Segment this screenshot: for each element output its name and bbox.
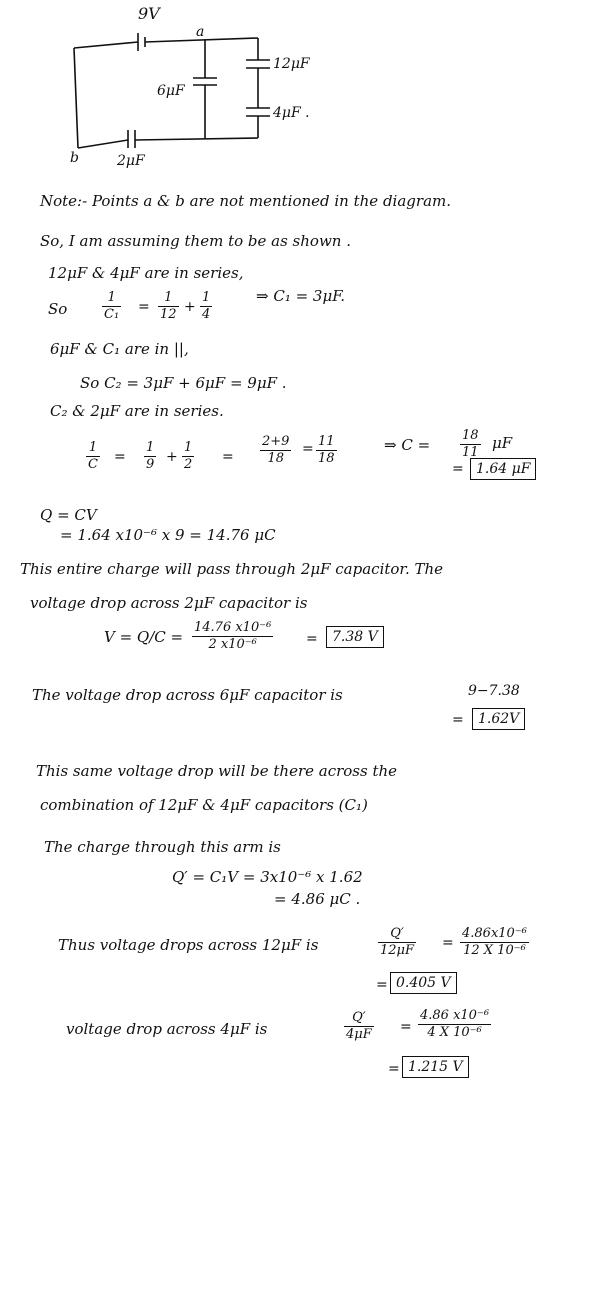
step3-frac-9: $\frac{1}{9}$ [146, 440, 155, 472]
step3-result-fraction: $\frac{11}{18}$ [318, 434, 335, 466]
equals-sign: = [388, 1061, 400, 1077]
step2-eq: So C₂ = 3μF + 6μF = 9μF . [80, 374, 287, 392]
plus-sign: + [166, 449, 178, 465]
c12-label: 12μF [273, 56, 310, 72]
step3-sum-fraction: $\frac{2+9}{18}$ [262, 434, 290, 466]
voltage6-text: The voltage drop across 6μF capacitor is [32, 686, 343, 704]
combination-line-1: This same voltage drop will be there across the [36, 762, 398, 780]
voltage12-text: Thus voltage drops across 12μF is [58, 936, 319, 954]
c6-label: 6μF [157, 83, 185, 99]
step1-result: ⇒ C₁ = 3μF. [256, 287, 346, 305]
circuit-diagram [0, 0, 612, 200]
note-line-2: So, I am assuming them to be as shown . [40, 232, 351, 250]
voltage12-q-fraction: $\frac{Q'}{12\mu F}$ [380, 926, 415, 958]
battery-label: 9V [138, 4, 160, 23]
equals-sign: = [222, 449, 234, 465]
step1-text: 12μF & 4μF are in series, [48, 264, 244, 282]
arm-charge-line-3: = 4.86 μC . [274, 890, 361, 908]
combination-line-2: combination of 12μF & 4μF capacitors (C₁) [40, 796, 368, 814]
step3-frac-2: $\frac{1}{2}$ [184, 440, 193, 472]
answer-box-voltage-12uf: 0.405 V [390, 972, 457, 994]
arm-charge-line-1: The charge through this arm is [44, 838, 281, 856]
step3-c-unit: μF [492, 434, 513, 452]
c2-label: 2μF [117, 153, 145, 169]
charge-line-2: = 1.64 x10⁻⁶ x 9 = 14.76 μC [60, 526, 276, 544]
answer-box-voltage-6uf: 1.62V [472, 708, 525, 730]
voltage2-lhs: V = Q/C = [104, 628, 184, 646]
voltage4-q-fraction: $\frac{Q'}{4\mu F}$ [346, 1010, 372, 1042]
c4-label: 4μF . [273, 105, 310, 121]
answer-box-voltage-4uf: 1.215 V [402, 1056, 469, 1078]
equals-sign: = [306, 631, 318, 647]
voltage4-value-fraction: $\frac{\text{4.86 x10⁻⁶}}{\text{4 X 10⁻⁶}}$ [420, 1008, 490, 1040]
equals-sign: = [114, 449, 126, 465]
point-a-label: a [196, 24, 205, 40]
step3-c-fraction: $\frac{18}{11}$ [462, 428, 479, 460]
equals-sign: = [302, 441, 314, 457]
step1-frac-12: $\frac{1}{12}$ [160, 290, 177, 322]
plus-sign: + [184, 299, 196, 315]
note-line-1: Note:- Points a & b are not mentioned in the diagram. [40, 192, 451, 210]
voltage2-fraction: $\frac{\text{14.76 x10⁻⁶}}{\text{2 x10⁻⁶}}$ [194, 620, 272, 652]
voltage6-expr: 9−7.38 [468, 683, 520, 699]
arm-charge-line-2: Q′ = C₁V = 3x10⁻⁶ x 1.62 [172, 868, 363, 886]
voltage2-line-1: This entire charge will pass through 2μF capacitor. The [20, 560, 444, 578]
step1-so: So [48, 300, 68, 318]
answer-box-voltage-2uf: 7.38 V [326, 626, 384, 648]
point-b-label: b [70, 150, 79, 166]
equals-sign: = [452, 461, 464, 477]
voltage12-value-fraction: $\frac{\text{4.86x10⁻⁶}}{\text{12 X 10⁻⁶}}$ [462, 926, 527, 958]
voltage2-line-2: voltage drop across 2μF capacitor is [30, 594, 308, 612]
equals-sign: = [138, 299, 150, 315]
step1-lhs-fraction: $\frac{1}{\text{C₁}}$ [104, 290, 120, 322]
charge-line-1: Q = CV [40, 506, 97, 524]
equals-sign: = [442, 935, 454, 951]
equals-sign: = [400, 1019, 412, 1035]
equals-sign: = [376, 977, 388, 993]
step3-text: C₂ & 2μF are in series. [50, 402, 224, 420]
answer-box-equivalent-capacitance: 1.64 μF [470, 458, 536, 480]
step3-lhs-fraction: $\frac{1}{C}$ [88, 440, 98, 472]
step3-c-prefix: ⇒ C = [384, 436, 431, 454]
equals-sign: = [452, 712, 464, 728]
voltage4-text: voltage drop across 4μF is [66, 1020, 268, 1038]
step2-text: 6μF & C₁ are in ||, [50, 340, 189, 358]
step1-frac-4: $\frac{1}{4}$ [202, 290, 211, 322]
